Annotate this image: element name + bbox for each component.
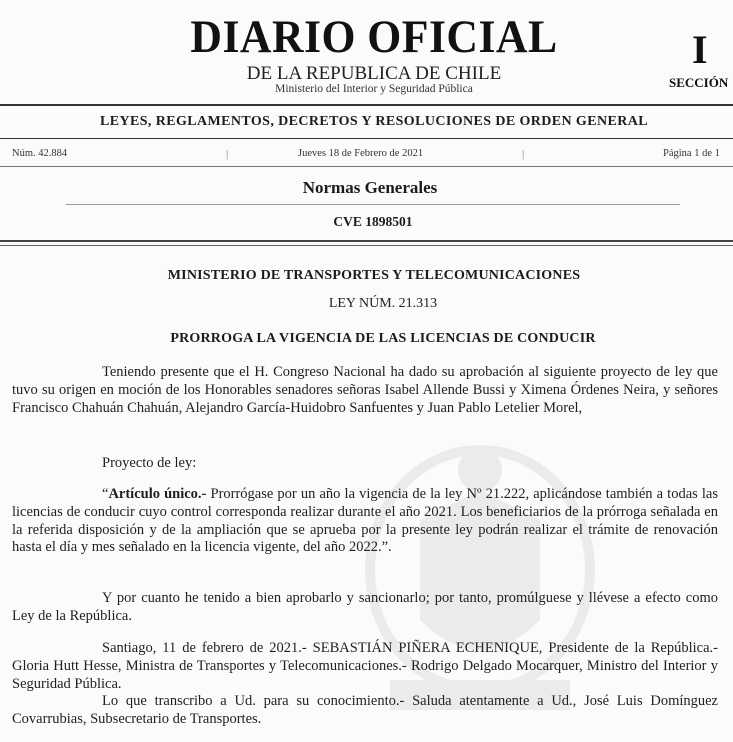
project-label: Proyecto de ley: [102,455,197,471]
section-label: SECCIÓN [669,75,729,90]
promulgation-paragraph: Y por cuanto he tenido a bien aprobarlo y sancionarlo; por tanto, promúlguese y llévese a efecto como Ley de la República. [12,590,718,624]
law-title: PRORROGA LA VIGENCIA DE LAS LICENCIAS DE CONDUCIR [170,331,596,346]
signature-paragraph: Santiago, 11 de febrero de 2021.- SEBASTIÁN PIÑERA ECHENIQUE, Presidente de la República.- Gloria Hutt Hesse, Ministra de Transportes y Telecomunicaciones.- Rodrigo Delgado Mocarquer, Ministro del Interior y Seguridad Pública. [12,640,718,692]
article-text: Prorrógase por un año la vigencia de la ley Nº 21.222, aplicándose también a todas las licencias de conducir cuyo control corresponda realizar durante el año 2021. Los beneficiarios de la prórroga señalada en la referida disposición y de la ampliación que se aprueba por la presente ley podrán realizar el trámite de renovación hasta el día y mes señalado en la licencia vigente, del año 2022.”. [12,486,718,556]
issue-number: Núm. 42.884 [12,148,68,159]
header-double-rule-top [0,240,733,242]
closing-paragraph: Lo que transcribo a Ud. para su conocimiento.- Saluda atentamente a Ud., José Luis Domínguez Covarrubias, Subsecretario de Transportes. [12,693,718,727]
intro-paragraph: Teniendo presente que el H. Congreso Nacional ha dado su aprobación al siguiente proyecto de ley que tuvo su origen en moción de los Honorables senadores señoras Isabel Allende Bussi y Ximena Órdenes Neira, y señores Francisco Chahuán Chahuán, Alejandro García-Huidobro Sanfuentes y Juan Pablo Letelier Morel, [12,364,718,416]
cve-code: CVE 1898501 [333,214,413,229]
section-banner: LEYES, REGLAMENTOS, DECRETOS Y RESOLUCIONES DE ORDEN GENERAL [100,114,648,129]
section-number: I [692,27,708,72]
masthead-title: DIARIO OFICIAL [190,11,558,63]
article-open-quote: “ [102,486,109,502]
masthead-subtitle: DE LA REPUBLICA DE CHILE [246,63,502,84]
section-title: Normas Generales [302,178,438,197]
issue-page: Página 1 de 1 [663,148,720,159]
masthead-ministry: Ministerio del Interior y Seguridad Pública [275,83,473,95]
issue-date: Jueves 18 de Febrero de 2021 [298,148,424,159]
top-rule [0,104,733,106]
issue-separator-left: | [226,148,229,160]
header-double-rule-bottom [0,245,733,246]
issue-separator-right: | [522,148,525,160]
law-number: LEY NÚM. 21.313 [328,296,438,311]
issuing-ministry: MINISTERIO DE TRANSPORTES Y TELECOMUNICACIONES [167,268,581,283]
issue-rule [0,166,733,167]
article-paragraph [12,486,718,557]
banner-rule [0,138,733,139]
article-heading: Artículo único.- [108,486,207,502]
section-divider [66,204,680,205]
